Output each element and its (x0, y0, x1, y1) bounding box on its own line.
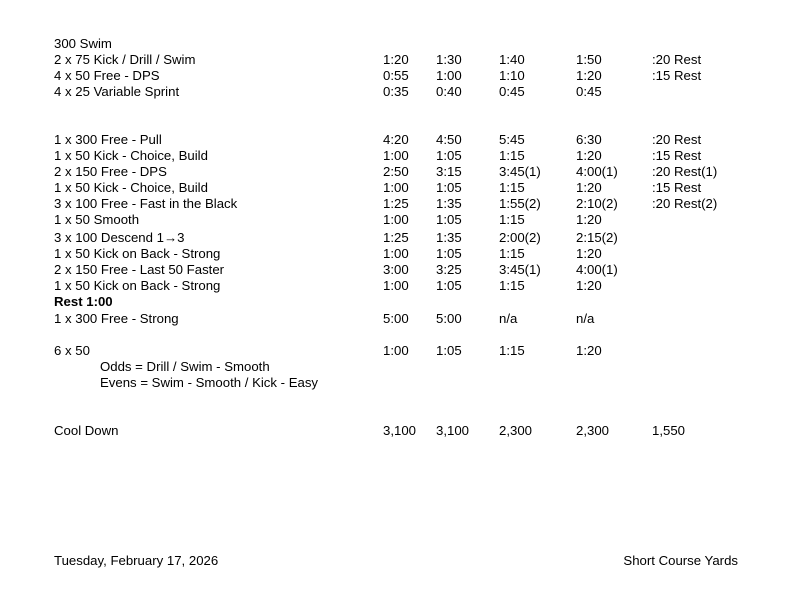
interval-2: 0:40 (436, 84, 462, 99)
interval-2: 1:35 (436, 196, 462, 211)
rest-note: :20 Rest(1) (652, 164, 718, 179)
rest-note: :20 Rest(2) (652, 196, 718, 211)
total-5: 1,550 (652, 423, 686, 438)
table-row (0, 311, 792, 327)
interval-2: 1:05 (436, 278, 462, 293)
interval-4: 2:10(2) (576, 196, 618, 211)
interval-1: 3:00 (383, 262, 409, 277)
table-row (0, 132, 792, 148)
interval-3: 3:45(1) (499, 262, 541, 277)
cooldown-row (0, 423, 792, 439)
interval-4: 1:20 (576, 246, 602, 261)
set-label: 2 x 75 Kick / Drill / Swim (54, 52, 196, 67)
warmup-title: 300 Swim (54, 36, 112, 51)
table-row (0, 52, 792, 68)
interval-3: 1:15 (499, 246, 525, 261)
rest-note: :15 Rest (652, 148, 702, 163)
interval-4: 1:20 (576, 148, 602, 163)
rest-note: :20 Rest (652, 52, 702, 67)
set-label: 1 x 50 Kick on Back - Strong (54, 246, 221, 261)
interval-2: 1:05 (436, 246, 462, 261)
table-row (0, 196, 792, 212)
note-row (0, 375, 792, 391)
table-row (0, 212, 792, 228)
interval-4: 1:50 (576, 52, 602, 67)
interval-3: 1:15 (499, 278, 525, 293)
set-label: 4 x 50 Free - DPS (54, 68, 160, 83)
warmup-title-row (0, 36, 792, 52)
interval-1: 1:00 (383, 212, 409, 227)
table-row (0, 148, 792, 164)
table-row (0, 246, 792, 262)
set-label: 6 x 50 (54, 343, 90, 358)
table-row (0, 180, 792, 196)
interval-4: 4:00(1) (576, 262, 618, 277)
interval-3: n/a (499, 311, 518, 326)
total-1: 3,100 (383, 423, 417, 438)
table-row (0, 343, 792, 359)
rest-note: :20 Rest (652, 132, 702, 147)
interval-3: 1:15 (499, 148, 525, 163)
interval-2: 1:00 (436, 68, 462, 83)
interval-2: 1:30 (436, 52, 462, 67)
interval-3: 1:10 (499, 68, 525, 83)
interval-2: 1:35 (436, 230, 462, 245)
evens-note: Evens = Swim - Smooth / Kick - Easy (100, 375, 319, 390)
interval-4: 4:00(1) (576, 164, 618, 179)
cooldown-label: Cool Down (54, 423, 119, 438)
interval-3: 1:40 (499, 52, 525, 67)
set-label: 1 x 50 Kick - Choice, Build (54, 180, 208, 195)
rest-row (0, 294, 792, 310)
set-label: 2 x 150 Free - Last 50 Faster (54, 262, 225, 277)
interval-2: 5:00 (436, 311, 462, 326)
total-2: 3,100 (436, 423, 470, 438)
interval-3: 1:15 (499, 212, 525, 227)
set-label: 1 x 300 Free - Strong (54, 311, 179, 326)
interval-1: 0:55 (383, 68, 409, 83)
set-label: 1 x 300 Free - Pull (54, 132, 162, 147)
interval-1: 2:50 (383, 164, 409, 179)
interval-1: 1:00 (383, 246, 409, 261)
interval-1: 5:00 (383, 311, 409, 326)
interval-2: 1:05 (436, 212, 462, 227)
rest-note: :15 Rest (652, 68, 702, 83)
set-label: 3 x 100 Free - Fast in the Black (54, 196, 238, 211)
note-row (0, 359, 792, 375)
interval-1: 0:35 (383, 84, 409, 99)
interval-2: 1:05 (436, 343, 462, 358)
interval-1: 1:00 (383, 278, 409, 293)
total-3: 2,300 (499, 423, 533, 438)
interval-1: 1:20 (383, 52, 409, 67)
set-label: 1 x 50 Kick - Choice, Build (54, 148, 208, 163)
footer-course: Short Course Yards (623, 553, 738, 568)
rest-note: :15 Rest (652, 180, 702, 195)
total-4: 2,300 (576, 423, 610, 438)
interval-3: 3:45(1) (499, 164, 541, 179)
interval-4: n/a (576, 311, 595, 326)
interval-2: 3:25 (436, 262, 462, 277)
table-row (0, 278, 792, 294)
table-row (0, 68, 792, 84)
table-row (0, 164, 792, 180)
set-label: 1 x 50 Kick on Back - Strong (54, 278, 221, 293)
footer-date: Tuesday, February 17, 2026 (54, 553, 219, 568)
set-label: 1 x 50 Smooth (54, 212, 140, 227)
interval-4: 1:20 (576, 68, 602, 83)
interval-4: 2:15(2) (576, 230, 618, 245)
rest-heading: Rest 1:00 (54, 294, 113, 309)
interval-3: 1:15 (499, 180, 525, 195)
interval-1: 1:25 (383, 230, 409, 245)
interval-2: 1:05 (436, 148, 462, 163)
odds-note: Odds = Drill / Swim - Smooth (100, 359, 270, 374)
interval-3: 1:55(2) (499, 196, 541, 211)
interval-4: 0:45 (576, 84, 602, 99)
interval-2: 3:15 (436, 164, 462, 179)
interval-3: 1:15 (499, 343, 525, 358)
table-row (0, 230, 792, 246)
interval-1: 4:20 (383, 132, 409, 147)
set-label: 2 x 150 Free - DPS (54, 164, 167, 179)
interval-4: 1:20 (576, 212, 602, 227)
set-label: 4 x 25 Variable Sprint (54, 84, 180, 99)
interval-4: 1:20 (576, 278, 602, 293)
interval-1: 1:25 (383, 196, 409, 211)
interval-3: 2:00(2) (499, 230, 541, 245)
interval-3: 5:45 (499, 132, 525, 147)
interval-1: 1:00 (383, 343, 409, 358)
table-row (0, 262, 792, 278)
interval-4: 1:20 (576, 180, 602, 195)
interval-4: 1:20 (576, 343, 602, 358)
interval-1: 1:00 (383, 180, 409, 195)
interval-2: 1:05 (436, 180, 462, 195)
set-label: 3 x 100 Descend 1→3 (54, 230, 185, 245)
interval-2: 4:50 (436, 132, 462, 147)
interval-4: 6:30 (576, 132, 602, 147)
interval-3: 0:45 (499, 84, 525, 99)
table-row (0, 84, 792, 100)
interval-1: 1:00 (383, 148, 409, 163)
